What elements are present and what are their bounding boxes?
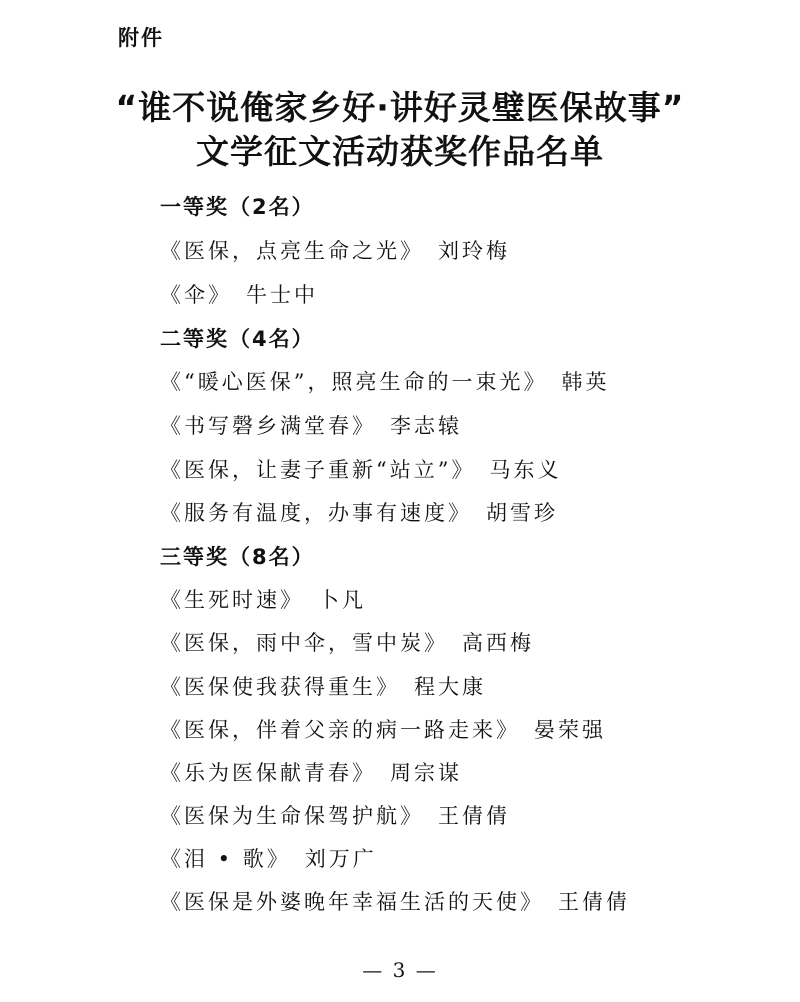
author-name: 李志辕 (390, 414, 462, 438)
author-name: 刘玲梅 (438, 239, 510, 263)
work-title: 《医保为生命保驾护航》 (160, 804, 424, 828)
author-name: 程大康 (414, 675, 486, 699)
award-entry (160, 714, 606, 744)
work-title: 《乐为医保献青春》 (160, 761, 376, 785)
award-entry (160, 454, 561, 484)
work-title: 《伞》 (160, 283, 232, 307)
award-entry (160, 800, 510, 830)
work-title: 《医保，伴着父亲的病一路走来》 (160, 718, 520, 742)
work-title: 《“暖心医保”，照亮生命的一束光》 (160, 370, 548, 394)
work-title: 《医保是外婆晚年幸福生活的天使》 (160, 890, 544, 914)
author-name: 韩英 (561, 370, 610, 394)
award-entry (160, 584, 366, 614)
work-title: 《医保，让妻子重新“站立”》 (160, 458, 476, 482)
work-title: 《服务有温度，办事有速度》 (160, 501, 472, 525)
author-name: 胡雪珍 (486, 501, 558, 525)
award-entry (160, 627, 534, 657)
author-name: 王倩倩 (438, 804, 510, 828)
work-title: 《医保使我获得重生》 (160, 675, 400, 699)
attachment-label: 附件 (118, 26, 164, 50)
section-heading-second-prize: 二等奖（4名） (160, 327, 315, 351)
award-entry (160, 843, 377, 873)
author-name: 高西梅 (462, 631, 534, 655)
author-name: 周宗谋 (390, 761, 462, 785)
author-name: 王倩倩 (558, 890, 630, 914)
author-name: 刘万广 (304, 847, 377, 871)
page-title-line-2: 文学征文活动获奖作品名单 (196, 132, 604, 171)
page-number: — 3 — (362, 958, 438, 982)
work-title: 《医保，点亮生命之光》 (160, 239, 424, 263)
award-entry (160, 886, 630, 916)
author-name: 牛士中 (246, 283, 318, 307)
award-entry (160, 497, 558, 527)
work-title: 《生死时速》 (160, 588, 304, 612)
author-name: 马东义 (489, 458, 562, 482)
work-title: 《医保，雨中伞，雪中炭》 (160, 631, 448, 655)
work-title: 《书写磬乡满堂春》 (160, 414, 376, 438)
author-name: 晏荣强 (534, 718, 606, 742)
section-heading-third-prize: 三等奖（8名） (160, 545, 315, 569)
page-title-line-1: “谁不说俺家乡好·讲好灵璧医保故事” (115, 88, 685, 127)
award-entry (160, 235, 510, 265)
award-entry (160, 279, 318, 309)
award-entry (160, 410, 462, 440)
work-title: 《泪 • 歌》 (160, 847, 291, 871)
award-entry (160, 366, 609, 396)
award-entry (160, 671, 486, 701)
award-entry (160, 757, 462, 787)
section-heading-first-prize: 一等奖（2名） (160, 195, 315, 219)
author-name: 卜凡 (318, 588, 366, 612)
